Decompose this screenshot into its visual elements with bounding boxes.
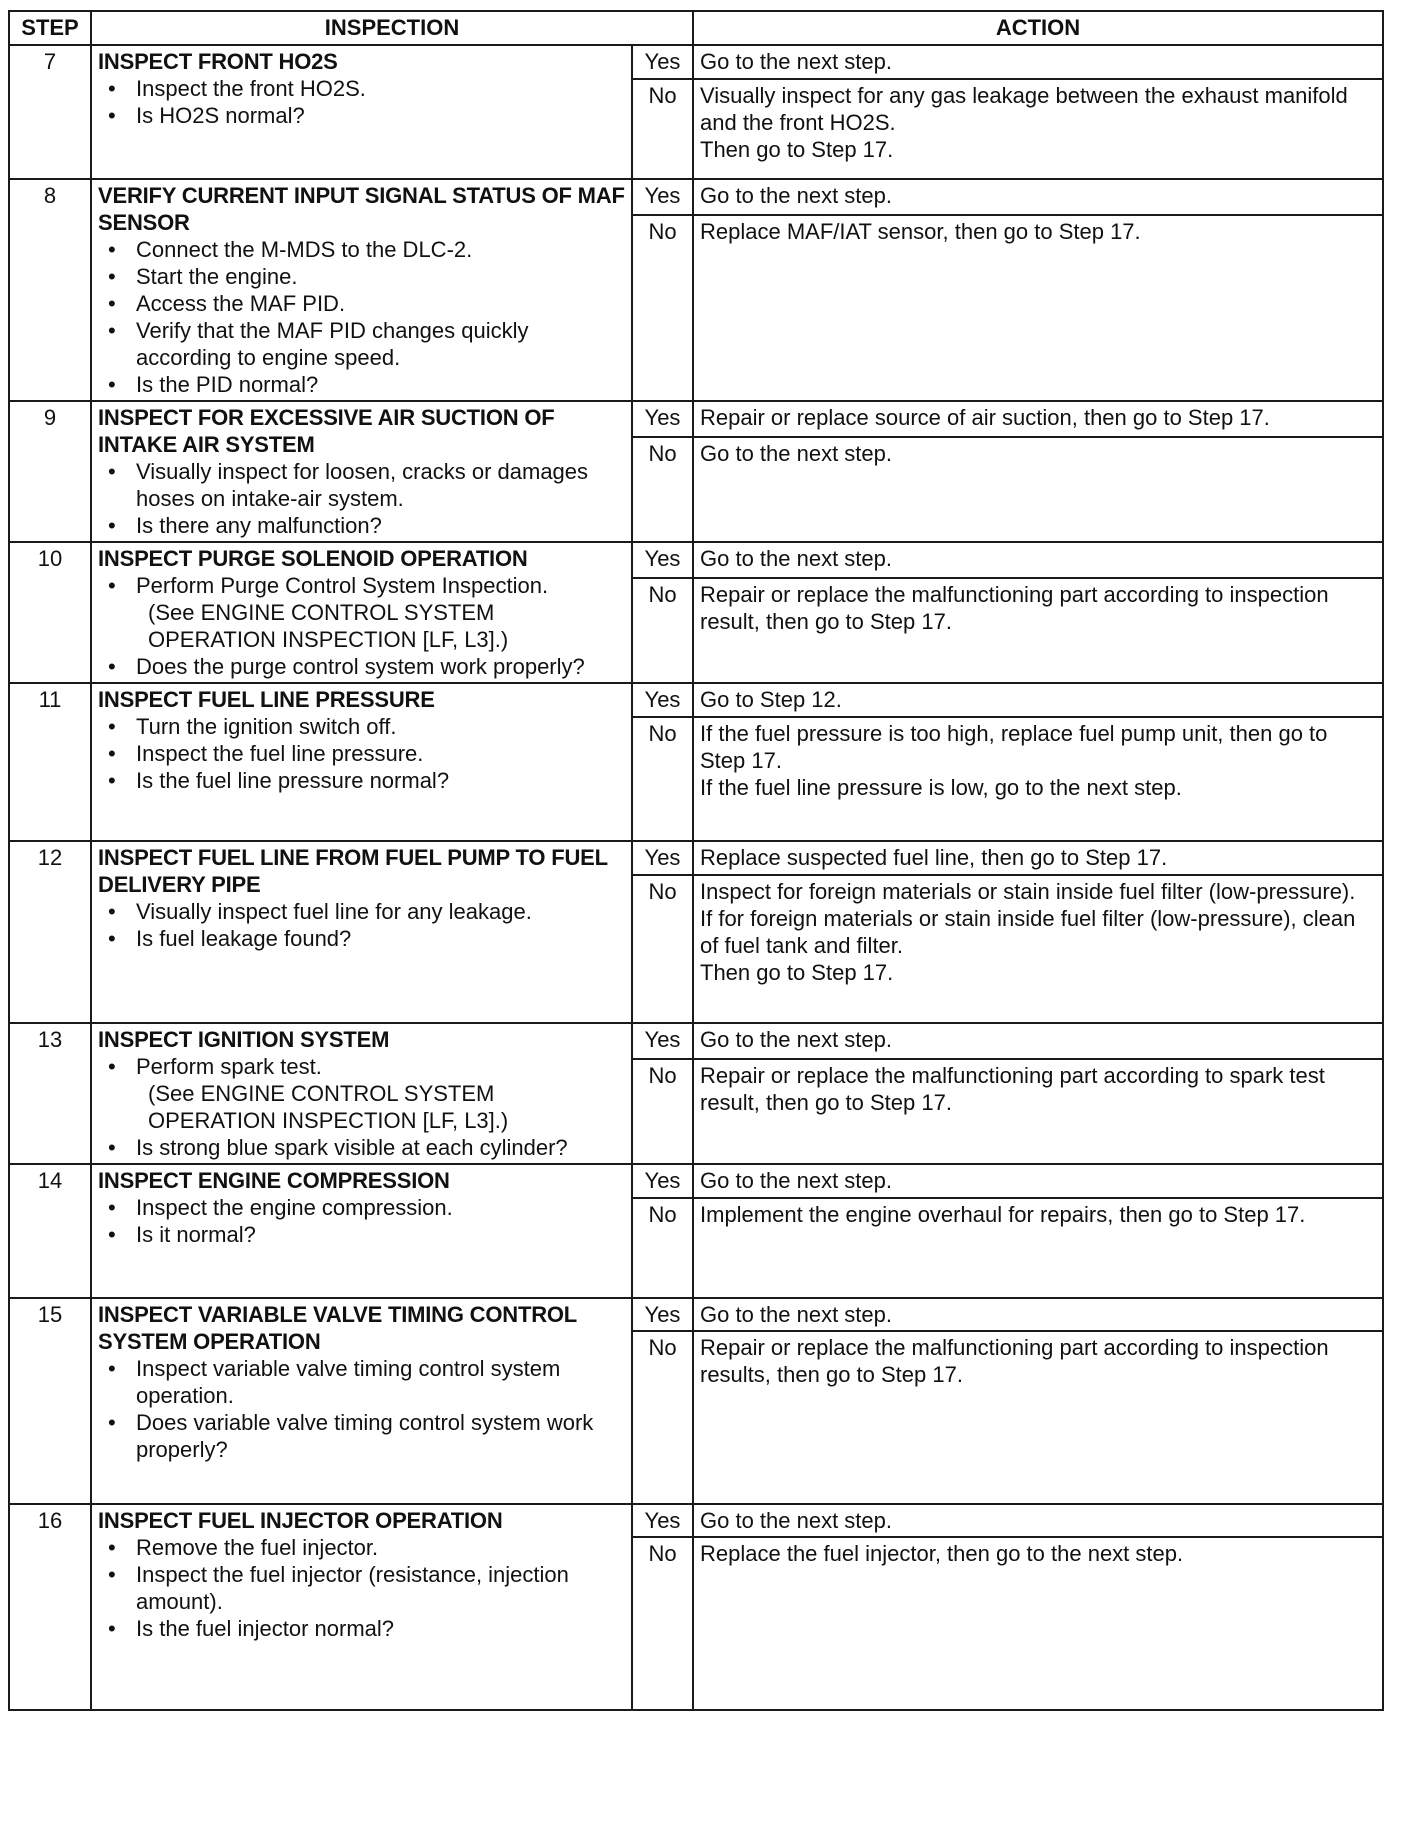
reference-note: (See ENGINE CONTROL SYSTEM — [148, 600, 495, 625]
inspection-title: INSPECT FUEL LINE FROM FUEL PUMP TO FUEL DELIVERY PIPE — [98, 845, 608, 897]
inspection-title: INSPECT ENGINE COMPRESSION — [98, 1168, 450, 1193]
inspection-content — [98, 182, 625, 398]
action-text: Go to the next step. — [700, 440, 893, 466]
action-text: Replace MAF/IAT sensor, then go to Step 17. — [700, 219, 1141, 245]
action-text: Then go to Step 17. — [700, 959, 894, 985]
inspection-content — [98, 1301, 625, 1501]
table-row — [9, 1298, 1383, 1331]
no-action — [693, 1059, 1383, 1164]
inspection-question: • Is the fuel injector normal? — [98, 1615, 625, 1642]
action-text: Go to the next step. — [700, 183, 893, 208]
no-action — [693, 717, 1383, 841]
inspection-question-list — [98, 371, 625, 398]
inspection-question-list — [98, 1615, 625, 1642]
inspection-steps-list — [98, 1194, 625, 1221]
inspection-title: INSPECT FUEL INJECTOR OPERATION — [98, 1508, 503, 1533]
yes-label: Yes — [632, 841, 693, 875]
inspection-steps-list — [98, 713, 625, 767]
no-action — [693, 1198, 1383, 1298]
inspection-title: INSPECT FUEL LINE PRESSURE — [98, 687, 435, 712]
action-text: If the fuel pressure is too high, replace fuel pump unit, then go to Step 17. — [700, 720, 1328, 773]
reference-note: (See ENGINE CONTROL SYSTEM — [148, 1081, 495, 1106]
action-text: Go to the next step. — [700, 1027, 893, 1052]
action-text: Go to the next step. — [700, 1302, 893, 1327]
inspection-question-list — [98, 1221, 625, 1248]
step-number: 7 — [9, 45, 91, 179]
inspection-question-list — [98, 512, 625, 539]
inspection-step-item — [98, 740, 625, 767]
table-row — [9, 1504, 1383, 1537]
inspection-steps-list — [98, 75, 625, 102]
inspection-step-text: Inspect variable valve timing control system operation. — [136, 1356, 561, 1408]
no-label: No — [632, 437, 693, 542]
table-row — [9, 45, 1383, 79]
inspection-step-item — [98, 263, 625, 290]
inspection-question-list — [98, 767, 625, 794]
action-text: Replace the fuel injector, then go to the next step. — [700, 1541, 1184, 1567]
action-text: Go to the next step. — [700, 1168, 893, 1193]
no-label: No — [632, 79, 693, 179]
inspection-step-text: Perform Purge Control System Inspection. — [136, 573, 549, 598]
action-text: Go to the next step. — [700, 49, 893, 74]
inspection-step-text: Connect the M-MDS to the DLC-2. — [136, 237, 473, 262]
action-text: Go to the next step. — [700, 1508, 893, 1533]
inspection-step-item — [98, 458, 625, 512]
inspection-title: INSPECT PURGE SOLENOID OPERATION — [98, 546, 528, 571]
yes-action — [693, 45, 1383, 79]
table-header-row — [9, 11, 1383, 45]
yes-action — [693, 683, 1383, 717]
no-label: No — [632, 215, 693, 401]
yes-label: Yes — [632, 179, 693, 215]
inspection-step-item — [98, 290, 625, 317]
action-text: If for foreign materials or stain inside fuel filter (low-pressure), clean of fuel tank and filter. — [700, 905, 1356, 958]
inspection-step-text: Visually inspect fuel line for any leakage. — [136, 899, 532, 924]
inspection-question: • Does variable valve timing control system work properly? — [98, 1409, 625, 1463]
inspection-step-item — [98, 1194, 625, 1221]
inspection-step-text: Start the engine. — [136, 264, 298, 289]
inspection-question-list — [98, 1409, 625, 1463]
inspection-step-item — [98, 1355, 625, 1409]
inspection-steps-list — [98, 458, 625, 512]
step-number: 11 — [9, 683, 91, 841]
inspection-step-text: Inspect the front HO2S. — [136, 76, 366, 101]
action-text: Repair or replace the malfunctioning part according to spark test result, then go to Step 17. — [700, 1062, 1325, 1115]
table-row — [9, 1164, 1383, 1198]
action-text: Repair or replace the malfunctioning part according to inspection results, then go to Step 17. — [700, 1335, 1329, 1388]
header-step: STEP — [9, 11, 91, 45]
inspection-cell — [91, 401, 632, 542]
yes-label: Yes — [632, 683, 693, 717]
action-text: Implement the engine overhaul for repairs, then go to Step 17. — [700, 1201, 1306, 1227]
no-action — [693, 1331, 1383, 1504]
no-label: No — [632, 717, 693, 841]
no-action — [693, 1537, 1383, 1710]
table-row — [9, 683, 1383, 717]
inspection-step-text: Remove the fuel injector. — [136, 1535, 379, 1560]
table-body — [9, 45, 1383, 1710]
inspection-title: INSPECT FOR EXCESSIVE AIR SUCTION OF INTAKE AIR SYSTEM — [98, 405, 555, 457]
inspection-step-text: Is fuel leakage found? — [136, 926, 352, 951]
inspection-steps-list — [98, 572, 625, 653]
inspection-cell — [91, 45, 632, 179]
step-number: 12 — [9, 841, 91, 1023]
inspection-question: • Is the fuel line pressure normal? — [98, 767, 625, 794]
inspection-question-list — [98, 653, 625, 680]
inspection-content — [98, 545, 625, 680]
inspection-cell — [91, 841, 632, 1023]
inspection-step-item — [98, 1561, 625, 1615]
no-action — [693, 79, 1383, 179]
inspection-step-item — [98, 898, 625, 925]
no-label: No — [632, 1537, 693, 1710]
inspection-step-item — [98, 1053, 625, 1134]
inspection-content — [98, 1507, 625, 1707]
inspection-content — [98, 1026, 625, 1161]
diagnostic-table — [8, 10, 1384, 1711]
no-action — [693, 215, 1383, 401]
action-text: If the fuel line pressure is low, go to the next step. — [700, 774, 1182, 800]
inspection-title: INSPECT FRONT HO2S — [98, 49, 338, 74]
inspection-title: VERIFY CURRENT INPUT SIGNAL STATUS OF MAF SENSOR — [98, 183, 625, 235]
step-number: 13 — [9, 1023, 91, 1164]
inspection-cell — [91, 542, 632, 683]
yes-label: Yes — [632, 401, 693, 437]
inspection-steps-list — [98, 1053, 625, 1134]
step-number: 10 — [9, 542, 91, 683]
inspection-title: INSPECT IGNITION SYSTEM — [98, 1027, 390, 1052]
yes-label: Yes — [632, 1504, 693, 1537]
table-row — [9, 1023, 1383, 1059]
inspection-cell — [91, 683, 632, 841]
inspection-cell — [91, 1164, 632, 1298]
inspection-question: • Is HO2S normal? — [98, 102, 625, 129]
step-number: 8 — [9, 179, 91, 401]
yes-label: Yes — [632, 1164, 693, 1198]
no-label: No — [632, 578, 693, 683]
no-label: No — [632, 1059, 693, 1164]
yes-action — [693, 401, 1383, 437]
inspection-step-item — [98, 572, 625, 653]
step-number: 16 — [9, 1504, 91, 1710]
inspection-cell — [91, 1023, 632, 1164]
inspection-steps-list — [98, 1534, 625, 1615]
action-text: Replace suspected fuel line, then go to Step 17. — [700, 845, 1168, 870]
inspection-cell — [91, 1298, 632, 1504]
inspection-cell — [91, 179, 632, 401]
no-action — [693, 437, 1383, 542]
yes-action — [693, 542, 1383, 578]
no-label: No — [632, 875, 693, 1023]
inspection-steps-list — [98, 898, 625, 952]
inspection-question: • Does the purge control system work properly? — [98, 653, 625, 680]
yes-action — [693, 179, 1383, 215]
inspection-step-text: Perform spark test. — [136, 1054, 322, 1079]
action-text: Repair or replace the malfunctioning part according to inspection result, then go to Step 17. — [700, 581, 1329, 634]
step-number: 14 — [9, 1164, 91, 1298]
reference-note: OPERATION INSPECTION [LF, L3].) — [148, 1108, 509, 1133]
yes-label: Yes — [632, 542, 693, 578]
step-number: 15 — [9, 1298, 91, 1504]
yes-label: Yes — [632, 1298, 693, 1331]
step-number: 9 — [9, 401, 91, 542]
yes-label: Yes — [632, 45, 693, 79]
inspection-step-item — [98, 75, 625, 102]
inspection-step-text: Inspect the engine compression. — [136, 1195, 453, 1220]
inspection-question: • Is there any malfunction? — [98, 512, 625, 539]
no-label: No — [632, 1331, 693, 1504]
action-text: Go to the next step. — [700, 546, 893, 571]
inspection-steps-list — [98, 1355, 625, 1409]
yes-action — [693, 1164, 1383, 1198]
inspection-step-item — [98, 236, 625, 263]
yes-action — [693, 1504, 1383, 1537]
inspection-question-list — [98, 102, 625, 129]
inspection-title: INSPECT VARIABLE VALVE TIMING CONTROL SYSTEM OPERATION — [98, 1302, 577, 1354]
inspection-question: • Is strong blue spark visible at each cylinder? — [98, 1134, 625, 1161]
inspection-step-item — [98, 1534, 625, 1561]
table-row — [9, 841, 1383, 875]
action-text: Inspect for foreign materials or stain inside fuel filter (low-pressure). — [700, 878, 1356, 904]
yes-action — [693, 841, 1383, 875]
inspection-step-item — [98, 317, 625, 371]
reference-note: OPERATION INSPECTION [LF, L3].) — [148, 627, 509, 652]
table-row — [9, 401, 1383, 437]
inspection-step-text: Visually inspect for loosen, cracks or damages hoses on intake-air system. — [136, 459, 589, 511]
inspection-step-text: Access the MAF PID. — [136, 291, 346, 316]
inspection-question: • Is it normal? — [98, 1221, 625, 1248]
no-action — [693, 875, 1383, 1023]
yes-action — [693, 1023, 1383, 1059]
inspection-step-item — [98, 713, 625, 740]
action-text: Then go to Step 17. — [700, 136, 894, 162]
inspection-cell — [91, 1504, 632, 1710]
action-text: Go to Step 12. — [700, 687, 842, 712]
no-label: No — [632, 1198, 693, 1298]
inspection-content — [98, 404, 625, 539]
inspection-question: • Is the PID normal? — [98, 371, 625, 398]
diagnostic-procedure-page — [8, 10, 1382, 1711]
inspection-content — [98, 1167, 625, 1295]
yes-label: Yes — [632, 1023, 693, 1059]
inspection-step-text: Verify that the MAF PID changes quickly according to engine speed. — [136, 318, 529, 370]
inspection-step-text: Inspect the fuel line pressure. — [136, 741, 424, 766]
inspection-content — [98, 686, 625, 838]
table-row — [9, 179, 1383, 215]
header-action: ACTION — [693, 11, 1383, 45]
inspection-step-text: Inspect the fuel injector (resistance, injection amount). — [136, 1562, 569, 1614]
inspection-step-text: Turn the ignition switch off. — [136, 714, 397, 739]
no-action — [693, 578, 1383, 683]
yes-action — [693, 1298, 1383, 1331]
table-row — [9, 542, 1383, 578]
inspection-question-list — [98, 1134, 625, 1161]
header-inspection: INSPECTION — [91, 11, 693, 45]
inspection-steps-list — [98, 236, 625, 371]
inspection-content — [98, 844, 625, 1020]
action-text: Repair or replace source of air suction, then go to Step 17. — [700, 405, 1270, 430]
action-text: Visually inspect for any gas leakage between the exhaust manifold and the front HO2S. — [700, 82, 1348, 135]
inspection-step-item — [98, 925, 625, 952]
inspection-content — [98, 48, 625, 176]
